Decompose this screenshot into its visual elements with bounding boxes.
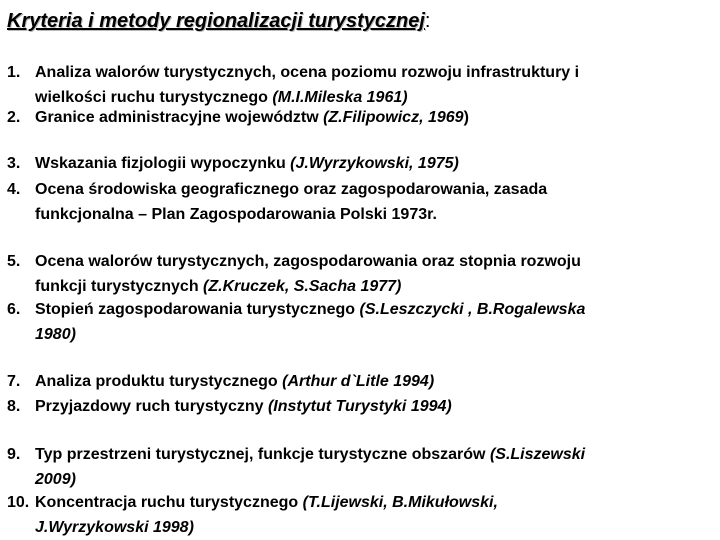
item-citation: (S.Leszczycki , B.Rogalewska [359, 301, 586, 318]
item-text: Stopień zagospodarowania turystycznego [35, 301, 360, 318]
item-text: Koncentracja ruchu turystycznego [35, 494, 303, 511]
item-line [35, 516, 194, 540]
item-citation: (Z.Filipowicz, 1969 [323, 109, 464, 126]
item-citation: J.Wyrzykowski 1998) [35, 518, 194, 536]
item-text: Wskazania fizjologii wypoczynku [35, 155, 291, 172]
item-citation: (J.Wyrzykowski, 1975) [290, 155, 459, 172]
item-citation: (S.Liszewski [489, 446, 586, 463]
item-line [35, 250, 581, 275]
item-line [35, 61, 579, 86]
item-citation: 2009) [35, 470, 76, 488]
item-number: 1. [7, 64, 21, 81]
item-line [35, 370, 434, 395]
item-citation: (Z.Kruczek, S.Sacha 1977) [203, 277, 402, 295]
item-citation: 1980) [35, 325, 76, 343]
item-text-after: ) [463, 109, 469, 126]
item-line [35, 468, 76, 493]
item-text: Typ przestrzeni turystycznej, funkcje turystyczne obszarów [35, 446, 490, 463]
item-text: Ocena walorów turystycznych, zagospodarowania oraz stopnia rozwoju [35, 253, 581, 270]
item-number: 4. [7, 181, 21, 198]
item-text: wielkości ruchu turystycznego [35, 88, 273, 106]
item-line [35, 203, 437, 228]
item-line [35, 443, 585, 468]
item-citation: (Arthur d`Litle 1994) [282, 373, 435, 390]
item-citation: (Instytut Turystyki 1994) [267, 398, 452, 415]
item-text: Ocena środowiska geograficznego oraz zagospodarowania, zasada [35, 181, 548, 198]
item-number: 8. [7, 398, 21, 415]
title-colon: : [424, 10, 431, 32]
item-citation: (T.Lijewski, B.Mikułowski, [302, 494, 498, 511]
item-text: funkcjonalna – Plan Zagospodarowania Polski 1973r. [35, 205, 437, 223]
item-line [35, 152, 459, 177]
item-line [35, 298, 585, 323]
item-number: 10. [7, 494, 30, 511]
item-number: 6. [7, 301, 21, 318]
item-line [35, 178, 547, 203]
item-text: Analiza produktu turystycznego [35, 373, 283, 390]
item-number: 2. [7, 109, 21, 126]
item-text: funkcji turystycznych [35, 277, 204, 295]
item-number: 7. [7, 373, 21, 390]
item-text: Granice administracyjne województw [35, 109, 324, 126]
item-text: Przyjazdowy ruch turystyczny [35, 398, 268, 415]
item-line [35, 106, 469, 131]
item-line [35, 491, 498, 516]
item-line [35, 323, 76, 348]
item-number: 3. [7, 155, 21, 172]
item-number: 9. [7, 446, 21, 463]
item-citation: (M.I.Mileska 1961) [272, 88, 408, 106]
title-text: Kryteria i metody regionalizacji turystycznej [7, 10, 425, 32]
item-number: 5. [7, 253, 21, 270]
item-line [35, 395, 452, 420]
item-text: Analiza walorów turystycznych, ocena poziomu rozwoju infrastruktury i [35, 64, 580, 81]
item-line [35, 275, 401, 300]
